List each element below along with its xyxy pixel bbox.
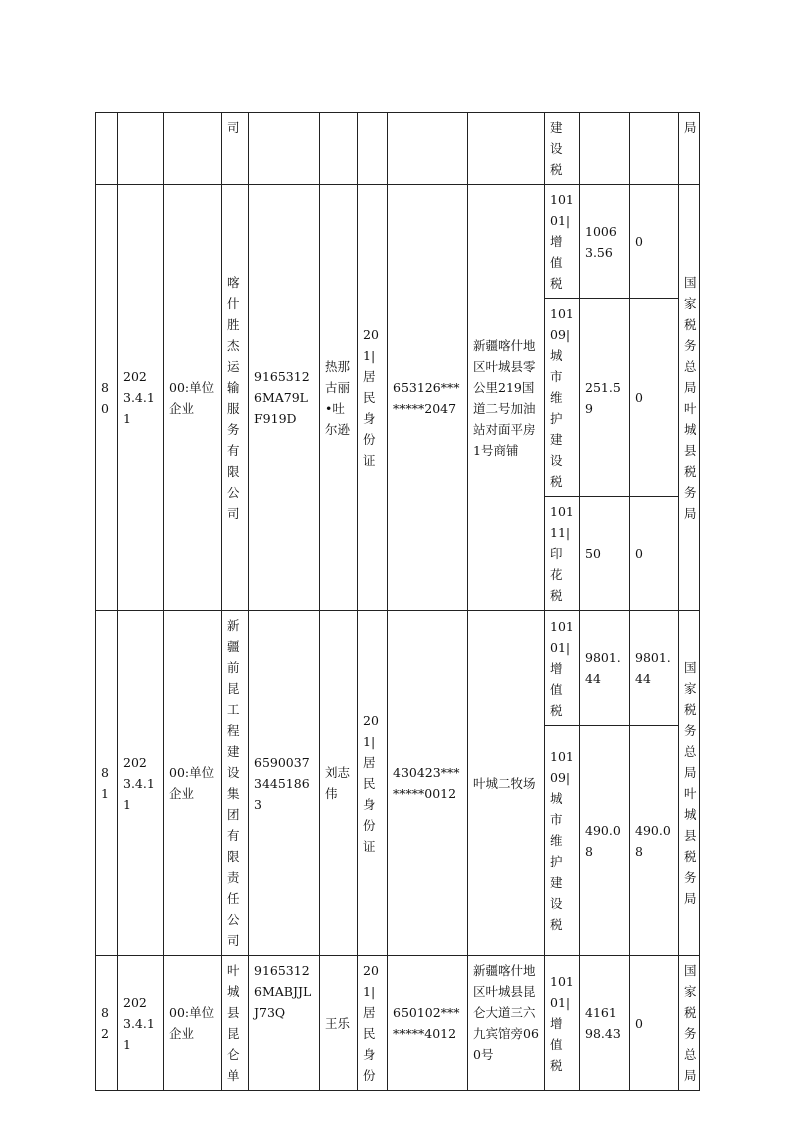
tax-item-cell: 10109|城市维护建设税 xyxy=(545,299,580,497)
seq-cell: 80 xyxy=(96,185,118,611)
id-no-cell xyxy=(388,113,468,185)
table-row xyxy=(96,956,700,1091)
tax-item-cell: 10101|增值税 xyxy=(545,185,580,299)
authority-cell: 国家税务总局叶城县税务局 xyxy=(679,611,700,956)
legal-rep-cell: 王乐 xyxy=(320,956,358,1091)
tax-item-cell: 10101|增值税 xyxy=(545,611,580,726)
amount-cell xyxy=(580,113,630,185)
id-type-cell xyxy=(358,113,388,185)
date-cell: 2023.4.11 xyxy=(118,185,164,611)
id-type-cell: 201|居民身份 xyxy=(358,956,388,1091)
type-cell: 00:单位企业 xyxy=(164,611,222,956)
owed-cell: 490.08 xyxy=(630,726,679,956)
credit-code-cell xyxy=(249,113,320,185)
type-cell: 00:单位企业 xyxy=(164,185,222,611)
owed-cell: 0 xyxy=(630,185,679,299)
authority-cell: 国家税务总局叶城县税务局 xyxy=(679,185,700,611)
tax-arrears-table-page xyxy=(95,112,699,1083)
owed-cell xyxy=(630,113,679,185)
amount-cell: 490.08 xyxy=(580,726,630,956)
date-cell: 2023.4.11 xyxy=(118,611,164,956)
table-row-continued xyxy=(96,113,700,185)
amount-cell: 10063.56 xyxy=(580,185,630,299)
company-cell: 司 xyxy=(222,113,249,185)
table-row xyxy=(96,185,700,299)
address-cell: 叶城二牧场 xyxy=(468,611,545,956)
legal-rep-cell: 刘志伟 xyxy=(320,611,358,956)
owed-cell: 0 xyxy=(630,299,679,497)
amount-cell: 416198.43 xyxy=(580,956,630,1091)
owed-cell: 0 xyxy=(630,956,679,1091)
date-cell xyxy=(118,113,164,185)
company-cell: 叶城县昆仑单 xyxy=(222,956,249,1091)
tax-item-cell: 10111|印花税 xyxy=(545,497,580,611)
company-cell: 喀什胜杰运输服务有限公司 xyxy=(222,185,249,611)
legal-rep-cell xyxy=(320,113,358,185)
seq-cell: 81 xyxy=(96,611,118,956)
tax-arrears-table xyxy=(95,112,700,1091)
owed-cell: 0 xyxy=(630,497,679,611)
seq-cell: 82 xyxy=(96,956,118,1091)
type-cell: 00:单位企业 xyxy=(164,956,222,1091)
credit-code-cell: 659003734451863 xyxy=(249,611,320,956)
address-cell: 新疆喀什地区叶城县昆仑大道三六九宾馆旁060号 xyxy=(468,956,545,1091)
credit-code-cell: 91653126MABJJLJ73Q xyxy=(249,956,320,1091)
address-cell xyxy=(468,113,545,185)
type-cell xyxy=(164,113,222,185)
id-type-cell: 201|居民身份证 xyxy=(358,611,388,956)
id-type-cell: 201|居民身份证 xyxy=(358,185,388,611)
seq-cell xyxy=(96,113,118,185)
authority-cell: 局 xyxy=(679,113,700,185)
tax-item-cell: 10109|城市维护建设税 xyxy=(545,726,580,956)
authority-cell: 国家税务总局 xyxy=(679,956,700,1091)
amount-cell: 9801.44 xyxy=(580,611,630,726)
id-no-cell: 430423********0012 xyxy=(388,611,468,956)
date-cell: 2023.4.11 xyxy=(118,956,164,1091)
amount-cell: 251.59 xyxy=(580,299,630,497)
table-row xyxy=(96,611,700,726)
legal-rep-cell: 热那古丽•吐尔逊 xyxy=(320,185,358,611)
tax-item-cell: 10101|增值税 xyxy=(545,956,580,1091)
amount-cell: 50 xyxy=(580,497,630,611)
tax-item-cell: 建设税 xyxy=(545,113,580,185)
credit-code-cell: 91653126MA79LF919D xyxy=(249,185,320,611)
address-cell: 新疆喀什地区叶城县零公里219国道二号加油站对面平房1号商铺 xyxy=(468,185,545,611)
id-no-cell: 653126********2047 xyxy=(388,185,468,611)
owed-cell: 9801.44 xyxy=(630,611,679,726)
id-no-cell: 650102********4012 xyxy=(388,956,468,1091)
company-cell: 新疆前昆工程建设集团有限责任公司 xyxy=(222,611,249,956)
